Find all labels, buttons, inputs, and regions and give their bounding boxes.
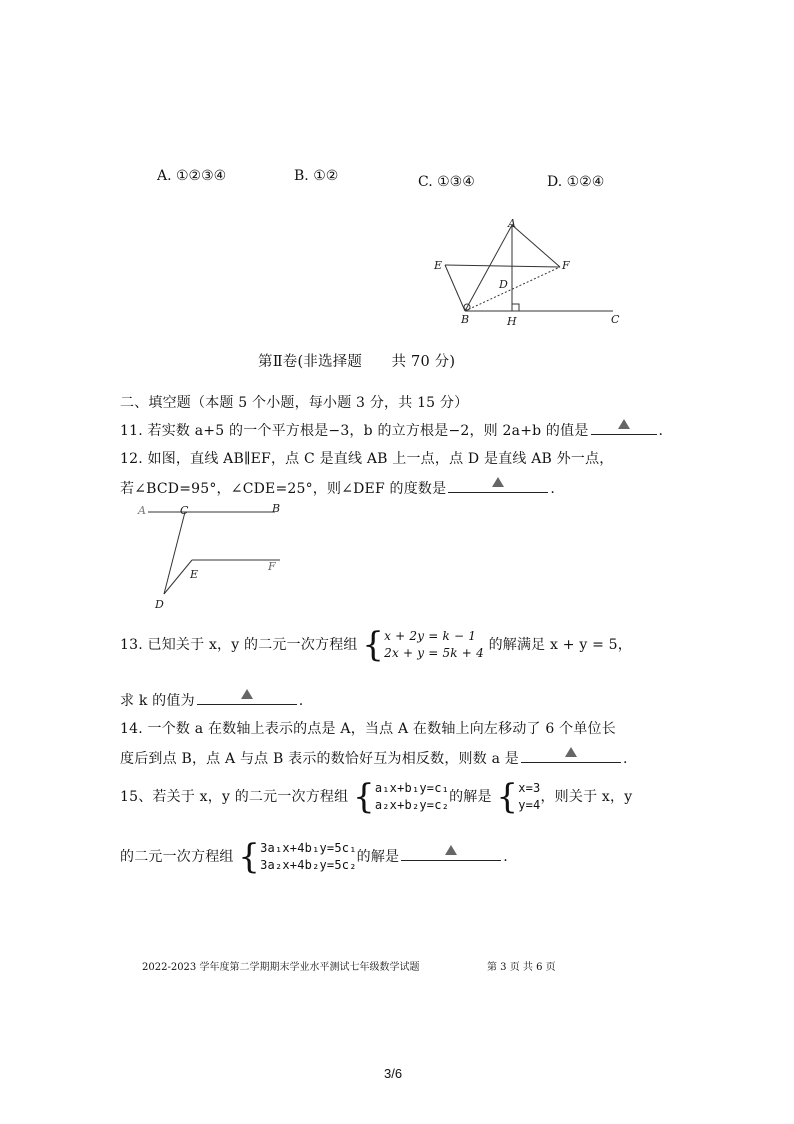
answer-blank-14[interactable] <box>521 748 621 763</box>
question-13-end: . <box>298 693 304 709</box>
triangle-icon <box>492 477 504 487</box>
triangle-icon <box>241 689 253 699</box>
label-f: F <box>268 560 276 573</box>
brace-icon: { <box>352 777 375 817</box>
section-title: 第Ⅱ卷(非选择题 共 70 分) <box>258 354 456 370</box>
triangle-icon <box>618 419 630 429</box>
question-12-text: 若∠BCD=95°，∠CDE=25°，则∠DEF 的度数是 <box>120 481 447 497</box>
option-b: B. ①② <box>294 168 339 184</box>
triangle-icon <box>565 747 577 757</box>
segment-af <box>512 225 560 267</box>
equation-system-15a <box>352 777 450 817</box>
question-11-end: . <box>658 423 664 439</box>
fill-in-header: 二、填空题（本题 5 个小题，每小题 3 分，共 15 分） <box>120 395 469 411</box>
label-e: E <box>434 259 443 272</box>
page-number: 3/6 <box>384 1066 403 1081</box>
question-13-ask: 求 k 的值为 <box>120 693 195 709</box>
label-d: D <box>155 598 164 611</box>
answer-blank-13[interactable] <box>197 690 297 705</box>
question-15-mid: 的解是 <box>449 789 492 805</box>
answer-blank-12[interactable] <box>448 478 548 493</box>
label-a: A <box>508 217 516 230</box>
equation-15-2: a₂x+b₂y=c₂ <box>374 798 450 812</box>
label-d: D <box>499 278 508 291</box>
segment-ba <box>465 225 512 311</box>
label-e: E <box>190 568 199 581</box>
question-15-prefix: 15、若关于 x，y 的二元一次方程组 <box>120 789 349 805</box>
equation-15-1: a₁x+b₁y=c₁ <box>374 781 450 795</box>
question-13-suffix: 的解满足 x + y = 5， <box>488 637 632 653</box>
solution-15-x: x=3 <box>518 781 541 795</box>
label-f: F <box>562 259 570 272</box>
question-15-suffix: ，则关于 x，y <box>540 789 633 805</box>
triangle-icon <box>445 845 457 855</box>
question-14-text: 度后到点 B，点 A 与点 B 表示的数恰好互为相反数，则数 a 是 <box>120 751 519 767</box>
label-c: C <box>611 313 620 326</box>
label-a: A <box>138 504 146 517</box>
right-angle-mark <box>512 304 519 311</box>
footer-page: 第 3 页 共 6 页 <box>487 962 556 973</box>
question-15-line-2 <box>120 837 508 877</box>
option-a: A. ①②③④ <box>157 168 227 184</box>
figure-1-geometry <box>425 215 625 330</box>
question-13-line-2 <box>120 690 303 710</box>
question-15-line2-prefix: 的二元一次方程组 <box>120 849 234 865</box>
brace-icon: { <box>238 837 261 877</box>
label-b: B <box>272 502 281 515</box>
solution-system-15 <box>496 777 541 817</box>
question-14-line-2 <box>120 748 628 768</box>
figure-2-geometry <box>130 498 290 613</box>
segment-ef <box>445 265 560 267</box>
option-d: D. ①②④ <box>547 174 605 190</box>
equation-system-15b <box>238 837 357 877</box>
solution-15-y: y=4 <box>518 798 541 812</box>
answer-blank-15[interactable] <box>401 846 501 861</box>
question-11-text: 11. 若实数 a+5 的一个平方根是−3，b 的立方根是−2，则 2a+b 的值是 <box>120 423 589 439</box>
label-c: C <box>180 504 189 517</box>
question-15-line2-suffix: 的解是 <box>356 849 400 865</box>
equation-13-2: 2x + y = 5k + 4 <box>384 646 484 660</box>
question-15-end: . <box>503 849 508 865</box>
footer-title: 2022-2023 学年度第二学期期末学业水平测试七年级数学试题 <box>142 962 420 973</box>
question-14-end: . <box>622 751 628 767</box>
question-12-line-2 <box>120 478 555 498</box>
equation-13-1: x + 2y = k − 1 <box>384 629 477 643</box>
equation-15-4: 3a₂x+4b₂y=5c₂ <box>260 858 357 872</box>
question-13-line-1 <box>120 625 632 665</box>
label-h: H <box>507 315 517 328</box>
brace-icon: { <box>496 777 519 817</box>
question-15-line-1 <box>120 777 633 817</box>
segment-eb <box>445 265 465 311</box>
question-12-end: . <box>550 481 555 497</box>
option-c: C. ①③④ <box>418 174 475 190</box>
question-14-line-1: 14. 一个数 a 在数轴上表示的点是 A，当点 A 在数轴上向左移动了 6 个单位长 <box>120 721 616 737</box>
equation-15-3: 3a₁x+4b₁y=5c₁ <box>260 841 357 855</box>
brace-icon: { <box>362 625 385 665</box>
answer-blank-11[interactable] <box>591 420 657 435</box>
label-b: B <box>461 313 470 326</box>
question-11 <box>120 420 663 440</box>
equation-system-13 <box>362 625 484 665</box>
question-13-prefix: 13. 已知关于 x，y 的二元一次方程组 <box>120 637 358 653</box>
question-12-line-1: 12. 如图，直线 AB∥EF，点 C 是直线 AB 上一点，点 D 是直线 AB 外一点， <box>120 451 614 467</box>
